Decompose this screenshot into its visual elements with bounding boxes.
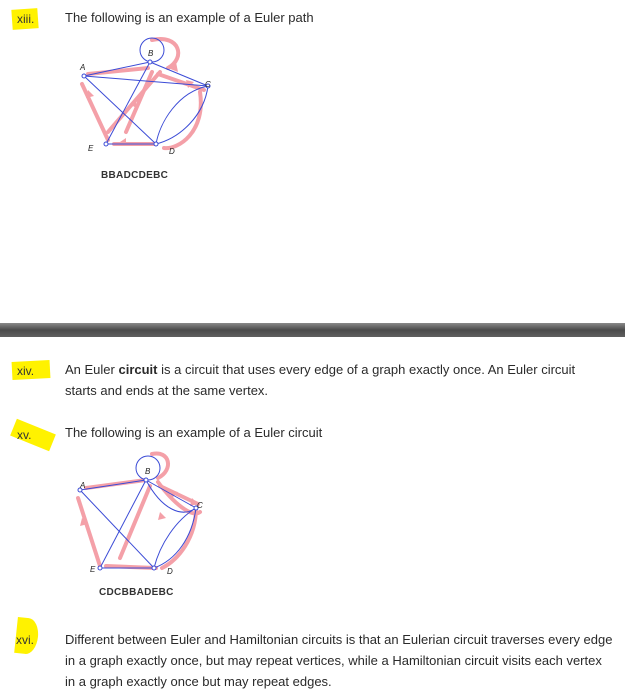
bold-term: circuit <box>118 362 158 377</box>
arrow-mark <box>158 512 166 520</box>
vertex-label: C <box>197 501 203 510</box>
section-divider <box>0 323 625 337</box>
item-text <box>65 359 605 401</box>
vertex-d <box>152 566 156 570</box>
vertex-label: D <box>167 567 173 576</box>
vertex-label: D <box>169 147 175 156</box>
path-overlay <box>164 92 201 148</box>
item-number: xiii. <box>17 12 35 26</box>
edge <box>80 480 146 490</box>
vertex-label: E <box>88 144 94 153</box>
vertex-label: B <box>148 49 154 58</box>
text-before: An Euler <box>65 362 119 377</box>
vertex-e <box>98 566 102 570</box>
vertex-label: A <box>80 63 86 72</box>
vertex-a <box>82 74 86 78</box>
vertex-b <box>144 478 148 482</box>
text-after: is a circuit that uses every edge of a graph exactly once. An Euler circuit starts and ends at the same vertex. <box>65 362 576 398</box>
euler-path-graph <box>68 32 218 162</box>
item-text: Different between Euler and Hamiltonian circuits is that an Eulerian circuit traverses every edge in a graph exactly once, but may repeat vertices, while a Hamiltonian circuit visits each vertex in a graph exactly once but may repeat edges. <box>65 632 613 689</box>
vertex-e <box>104 142 108 146</box>
vertex-label: B <box>145 467 151 476</box>
path-sequence: BBADCDEBC <box>101 170 169 181</box>
vertex-label: C <box>205 80 211 89</box>
vertex-label: A <box>80 481 86 490</box>
vertex-b <box>148 60 152 64</box>
path-overlay <box>82 84 108 140</box>
item-number: xiv. <box>17 364 35 378</box>
item-number: xvi. <box>16 633 34 647</box>
vertex-label: E <box>90 565 96 574</box>
circuit-sequence: CDCBBADEBC <box>99 587 174 598</box>
edge <box>146 480 196 508</box>
item-text: The following is an example of a Euler path <box>65 10 314 25</box>
item-text: The following is an example of a Euler circuit <box>65 425 323 440</box>
euler-circuit-graph <box>66 448 216 578</box>
item-number: xv. <box>17 428 32 442</box>
vertex-d <box>154 142 158 146</box>
